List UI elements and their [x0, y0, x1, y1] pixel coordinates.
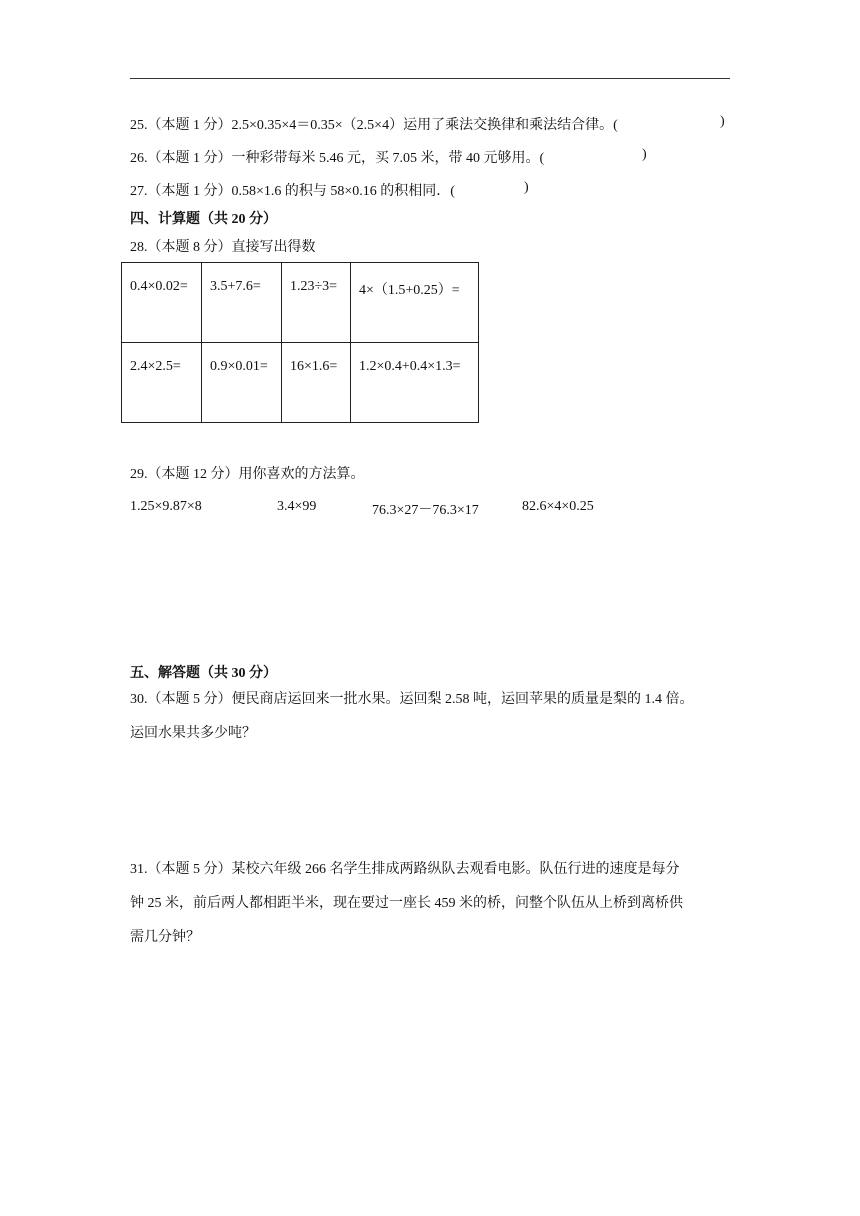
expression-1: 1.25×9.87×8 [130, 499, 202, 514]
expression-4: 82.6×4×0.25 [522, 499, 594, 514]
question-31-line-1: 31.（本题 5 分）某校六年级 266 名学生排成两路纵队去观看电影。队伍行进的速度是每分 [130, 862, 680, 877]
question-26-answer-paren[interactable] [642, 147, 647, 163]
question-27-text: 27.（本题 1 分）0.58×1.6 的积与 58×0.16 的积相同．( [130, 184, 455, 199]
table-cell[interactable]: 4×（1.5+0.25）= [351, 263, 479, 343]
question-29-text: 29.（本题 12 分）用你喜欢的方法算。 [130, 467, 365, 482]
table-row [122, 263, 479, 343]
question-31-line-2: 钟 25 米，前后两人都相距半米，现在要过一座长 459 米的桥，问整个队伍从上桥到离桥供 [130, 896, 683, 911]
expression-2: 3.4×99 [277, 499, 317, 514]
section-5-heading: 五、解答题（共 30 分） [130, 666, 277, 681]
section-4-heading: 四、计算题（共 20 分） [130, 212, 277, 227]
question-27-close-paren: ) [524, 180, 529, 195]
question-26 [130, 147, 544, 167]
table-cell[interactable]: 1.2×0.4+0.4×1.3= [351, 343, 479, 423]
question-26-close-paren: ) [642, 147, 647, 162]
question-25 [130, 114, 618, 134]
table-cell[interactable]: 1.23÷3= [282, 263, 351, 343]
question-25-text: 25.（本题 1 分）2.5×0.35×4＝0.35×（2.5×4）运用了乘法交换律和乘法结合律。( [130, 118, 618, 133]
mental-math-table [121, 262, 479, 423]
question-28-text: 28.（本题 8 分）直接写出得数 [130, 240, 316, 255]
question-25-close-paren: ) [720, 114, 725, 129]
expression-3: 76.3×27－76.3×17 [372, 503, 479, 518]
question-27-answer-paren[interactable] [524, 180, 529, 196]
table-cell[interactable]: 16×1.6= [282, 343, 351, 423]
table-cell[interactable]: 0.4×0.02= [122, 263, 202, 343]
question-31-line-3: 需几分钟？ [130, 930, 200, 945]
table-row [122, 343, 479, 423]
question-25-answer-paren[interactable] [720, 114, 725, 130]
table-cell[interactable]: 2.4×2.5= [122, 343, 202, 423]
question-30-line-2: 运回水果共多少吨？ [130, 726, 256, 741]
question-26-text: 26.（本题 1 分）一种彩带每米 5.46 元，买 7.05 米，带 40 元够用。( [130, 151, 545, 166]
table-cell[interactable]: 0.9×0.01= [202, 343, 282, 423]
header-rule [130, 78, 730, 79]
table-cell[interactable]: 3.5+7.6= [202, 263, 282, 343]
question-30-line-1: 30.（本题 5 分）便民商店运回来一批水果。运回梨 2.58 吨，运回苹果的质量是梨的 1.4 倍。 [130, 692, 694, 707]
question-27 [130, 180, 455, 200]
